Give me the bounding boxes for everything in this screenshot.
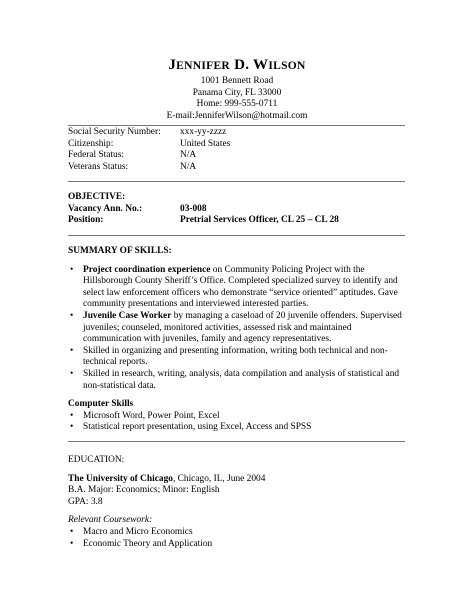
- personal-value: xxx-yy-zzzz: [180, 127, 227, 137]
- divider: [68, 441, 405, 442]
- computer-skills-list: [68, 411, 408, 434]
- personal-row: [68, 127, 408, 139]
- vacancy-value: 03-008: [180, 203, 207, 214]
- objective-section: [68, 192, 408, 227]
- position-value: Pretrial Services Officer, CL 25 – CL 28: [180, 215, 339, 226]
- personal-value: N/A: [180, 150, 197, 161]
- personal-label: Federal Status:: [68, 150, 124, 161]
- divider: [68, 125, 405, 126]
- vacancy-row: [68, 204, 408, 216]
- personal-label: Citizenship:: [68, 138, 114, 149]
- name-last-rest: ILSON: [268, 60, 306, 72]
- personal-row: [68, 150, 408, 162]
- summary-heading: SUMMARY OF SKILLS:: [68, 246, 172, 256]
- phone: Home: 999-555-0711: [196, 99, 278, 110]
- list-item: • Macro and Micro Economics: [70, 526, 193, 537]
- coursework-heading: Relevant Coursework:: [68, 515, 153, 526]
- education-section: [68, 455, 408, 550]
- school-line: [68, 474, 408, 486]
- list-item: • Statistical report presentation, using Excel, Access and SPSS: [70, 422, 312, 433]
- coursework-list: [68, 527, 408, 550]
- name-initial: J: [168, 57, 177, 73]
- objective-heading: OBJECTIVE:: [68, 192, 126, 202]
- list-item: • Project coordination experience on Community Policing Project with the Hillsborough County Sheriff’s Office. Completed specialized survey to identify and select law enforcement officers who demonstrate “service oriented” aptitudes. Gave community presentations and interviewed interested parties.: [70, 264, 398, 310]
- list-item: • Skilled in research, writing, analysis, data compilation and analysis of statistical and non-statistical data.: [70, 368, 400, 391]
- summary-section: [68, 246, 408, 434]
- personal-row: [68, 139, 408, 151]
- position-row: [68, 215, 408, 227]
- computer-skills-heading: Computer Skills: [68, 399, 134, 410]
- list-item: • Microsoft Word, Power Point, Excel: [70, 410, 220, 421]
- email: E-mail:JenniferWilson@hotmail.com: [166, 110, 308, 121]
- vacancy-label: Vacancy Ann. No.:: [68, 203, 143, 214]
- address-line-2: Panama City, FL 33000: [192, 87, 282, 98]
- candidate-name: [0, 56, 474, 75]
- degree: B.A. Major: Economics; Minor: English: [68, 485, 220, 496]
- name-first-rest: ENNIFER: [176, 60, 231, 72]
- gpa: GPA: 3.8: [68, 496, 103, 507]
- skills-list: [68, 265, 408, 393]
- education-heading: EDUCATION:: [68, 455, 125, 465]
- divider: [68, 235, 405, 236]
- resume-header: [0, 56, 474, 122]
- school-name: The University of Chicago: [68, 473, 173, 484]
- personal-label: Social Security Number:: [68, 127, 161, 137]
- divider: [68, 181, 405, 182]
- list-item: • Juvenile Case Worker by managing a caseload of 20 juvenile offenders. Supervised juveniles; counseled, monitored activities, assessed risk and maintained communication with juveniles, family and agency representatives.: [70, 310, 402, 345]
- list-item: • Economic Theory and Application: [70, 538, 213, 549]
- personal-value: United States: [180, 138, 231, 149]
- personal-value: N/A: [180, 161, 197, 172]
- personal-info: [68, 127, 408, 173]
- personal-label: Veterans Status:: [68, 161, 129, 172]
- position-label: Position:: [68, 215, 104, 226]
- school-details: , Chicago, IL, June 2004: [172, 473, 266, 484]
- address-line-1: 1001 Bennett Road: [200, 76, 274, 86]
- name-middle: D. W: [230, 57, 269, 73]
- list-item: • Skilled in organizing and presenting information, writing both technical and non- technical reports.: [70, 345, 388, 368]
- personal-row: [68, 162, 408, 174]
